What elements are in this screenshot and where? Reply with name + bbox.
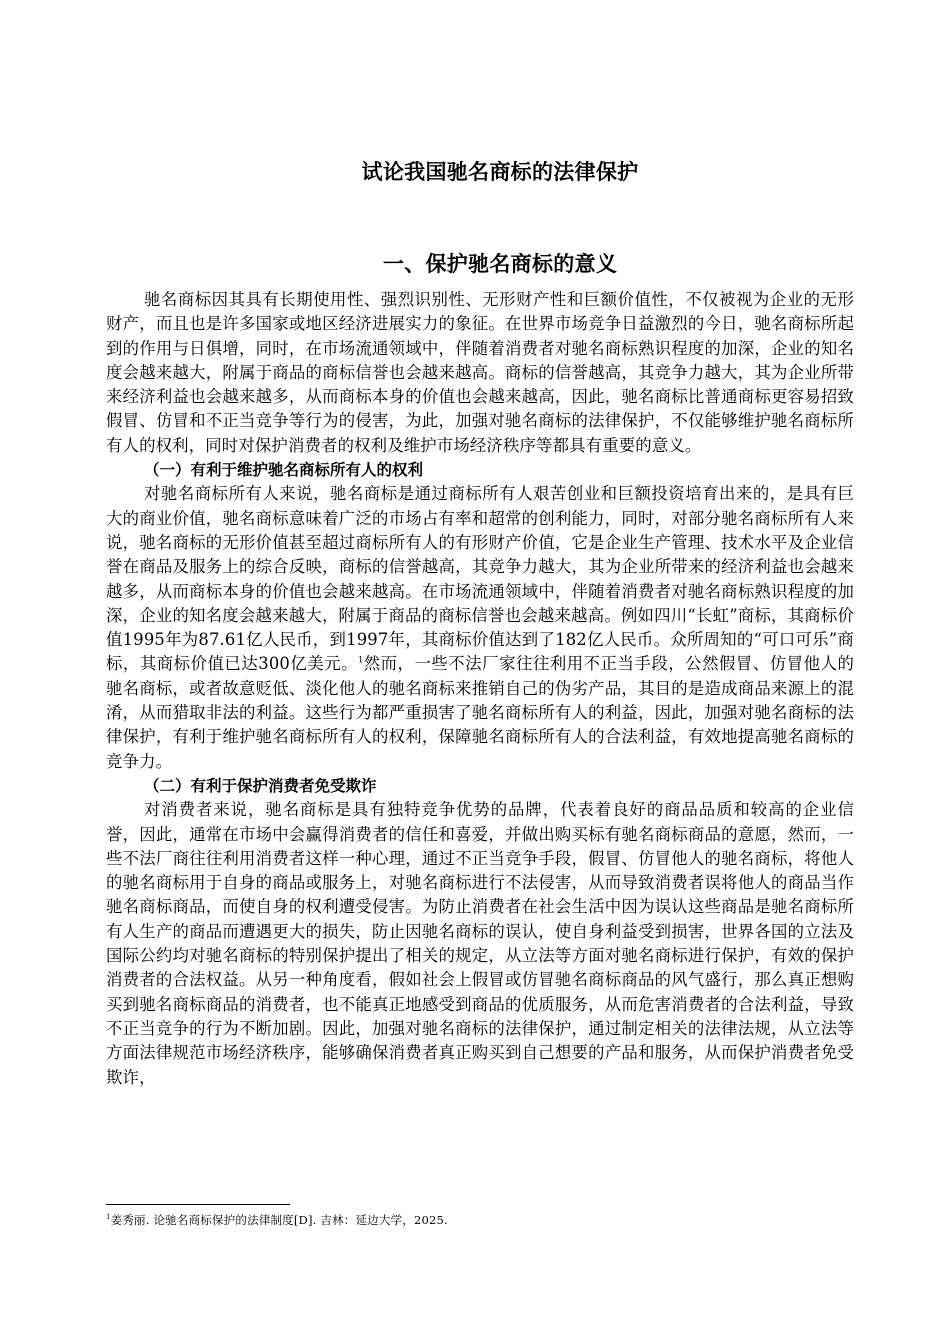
- paragraph-text: 然而，一些不法厂家往往利用不正当手段，公然假冒、仿冒他人的驰名商标，或者故意贬低、淡化他人的驰名商标来推销自己的伪劣产品，其目的是造成商品来源上的混淆，从而猎取非法的利益。这些行为都严重损害了驰名商标所有人的利益，因此，加强对驰名商标的法律保护，有利于维护驰名商标所有人的权利，保障驰名商标所有人的合法利益，有效地提高驰名商标的竞争力。: [106, 654, 854, 771]
- footnote-mark: 1: [106, 1213, 111, 1222]
- subsection-heading: （二）有利于保护消费者免受欺诈: [144, 776, 377, 795]
- footnote-text: 姜秀丽. 论驰名商标保护的法律制度[D]. 吉林：延边大学，2025.: [110, 1213, 448, 1227]
- document-title: 试论我国驰名商标的法律保护: [361, 160, 639, 184]
- paragraph-text: 对驰名商标所有人来说，驰名商标是通过商标所有人艰苦创业和巨额投资培育出来的，是具有巨大的商业价值，驰名商标意味着广泛的市场占有率和超常的创利能力，同时，对部分驰名商标所有人来说，驰名商标的无形价值甚至超过商标所有人的有形财产价值，它是企业生产管理、技术水平及企业信誉在商品及服务上的综合反映，商标的信誉越高，其竞争力越大，其为企业所带来的经济利益也会越来越多，从而商标本身的价值也会越来越高。在市场流通领域中，伴随着消费者对驰名商标熟识程度的加深，企业的知名度会越来越大，附属于商品的商标信誉也会越来越高。例如四川“长虹”商标，其商标价值1995年为87.61亿人民币，到1997年，其商标价值达到了182亿人民币。众所周知的“可口可乐”商标，其商标价值已达300亿美元。: [106, 484, 854, 674]
- paragraph: 对消费者来说，驰名商标是具有独特竞争优势的品牌，代表着良好的商品品质和较高的企业信誉，因此，通常在市场中会赢得消费者的信任和喜爱，并做出购买标有驰名商标商品的意愿，然而，一些不法厂商往往利用消费者这样一种心理，通过不正当竞争手段，假冒、仿冒他人的驰名商标，将他人的驰名商标用于自身的商品或服务上，对驰名商标进行不法侵害，从而导致消费者误将他人的商品当作驰名商标商品，而使自身的权利遭受侵害。为防止消费者在社会生活中因为误认这些商品是驰名商标所有人生产的商品而遭遇更大的损失，防止因驰名商标的误认，使自身利益受到损害，世界各国的立法及国际公约均对驰名商标的特别保护提出了相关的规定，从立法等方面对驰名商标进行保护，有效的保护消费者的合法权益。从另一种角度看，假如社会上假冒或仿冒驰名商标商品的风气盛行，那么真正想购买到驰名商标商品的消费者，也不能真正地感受到商品的优质服务，从而危害消费者的合法利益，导致不正当竞争的行为不断加剧。因此，加强对驰名商标的法律保护，通过制定相关的法律法规，从立法等方面法律规范市场经济秩序，能够确保消费者真正购买到自己想要的产品和服务，从而保护消费者免受欺诈，: [106, 800, 854, 1087]
- paragraph: [106, 482, 854, 774]
- footnote-separator: [106, 1204, 290, 1205]
- subsection-heading: （一）有利于维护驰名商标所有人的权利: [144, 461, 424, 480]
- footnote: [106, 1212, 448, 1228]
- body-text: [106, 288, 854, 1090]
- paragraph: 驰名商标因其具有长期使用性、强烈识别性、无形财产性和巨额价值性，不仅被视为企业的无形财产，而且也是许多国家或地区经济进展实力的象征。在世界市场竞争日益激烈的今日，驰名商标所起到的作用与日俱增，同时，在市场流通领域中，伴随着消费者对驰名商标熟识程度的加深，企业的知名度会越来越大，附属于商品的商标信誉也会越来越高。商标的信誉越高，其竞争力越大，其为企业所带来经济利益也会越来越多，从而商标本身的价值也会越来越高，因此，驰名商标比普通商标更容易招致假冒、仿冒和不正当竞争等行为的侵害，为此，加强对驰名商标的法律保护，不仅能够维护驰名商标所有人的权利，同时对保护消费者的权利及维护市场经济秩序等都具有重要的意义。: [106, 290, 854, 455]
- footnote-reference[interactable]: 1: [358, 655, 364, 665]
- section-heading: 一、保护驰名商标的意义: [382, 252, 618, 276]
